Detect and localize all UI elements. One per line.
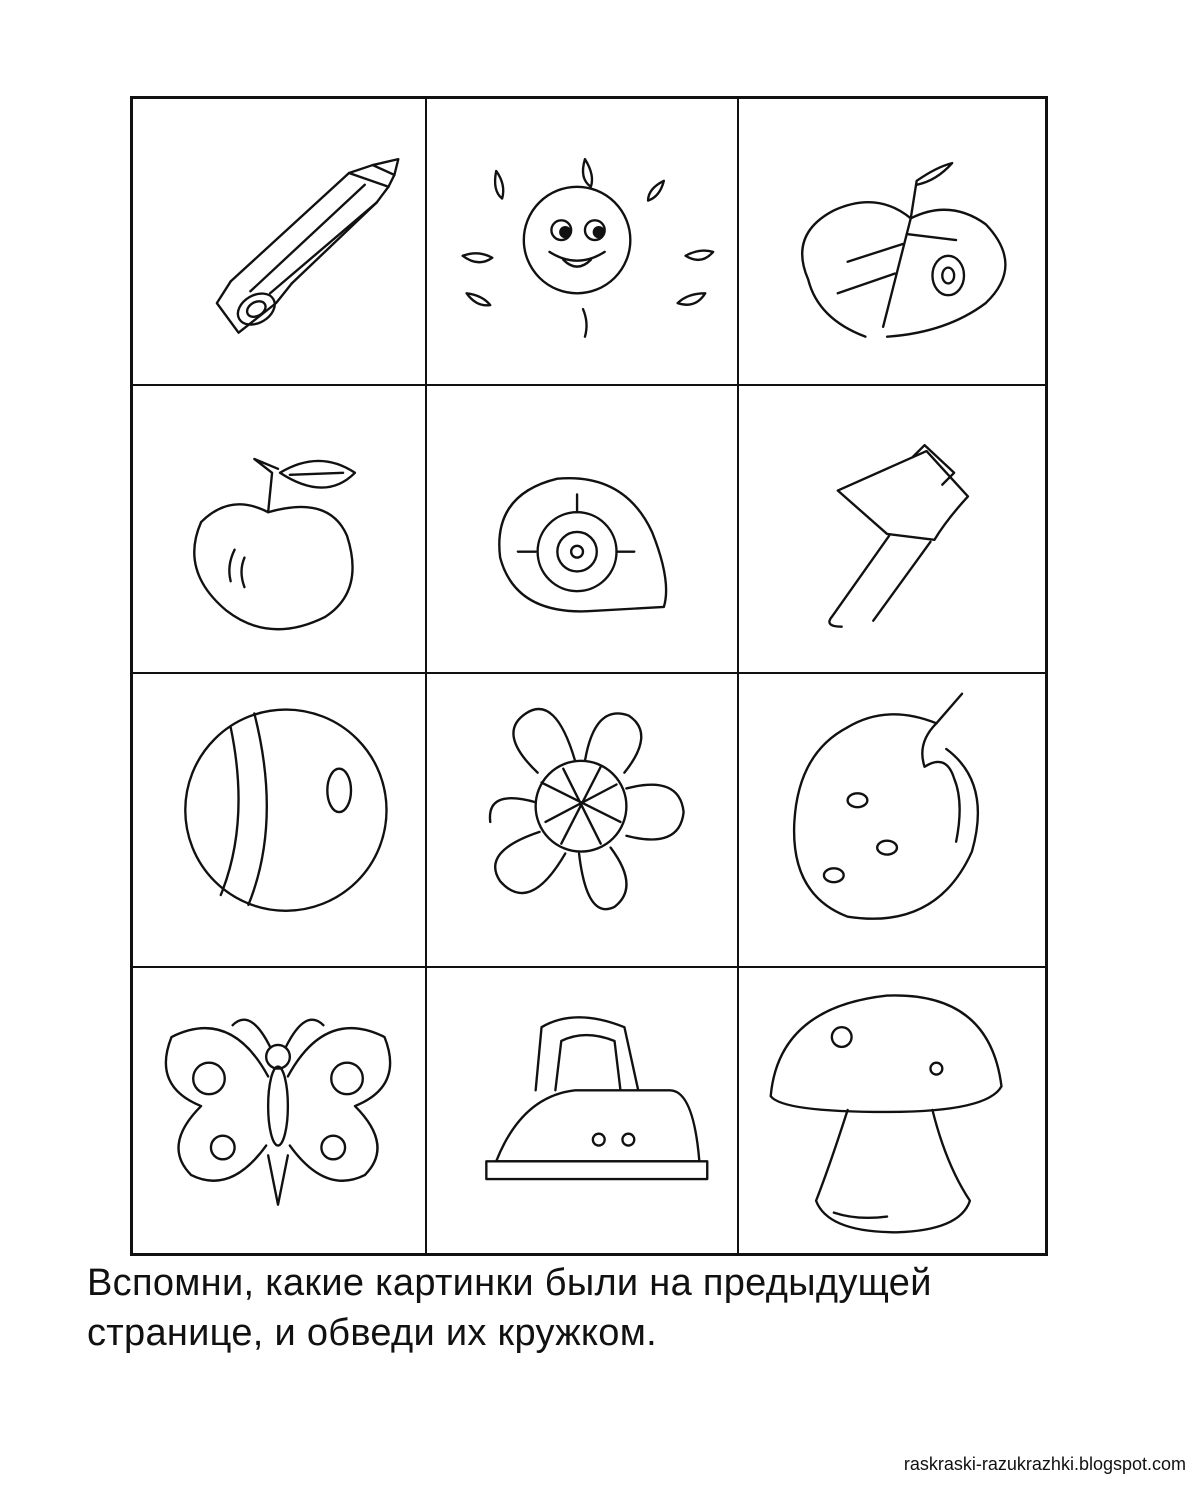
grid-cell-ball — [130, 672, 427, 968]
grid-cell-pencil — [130, 96, 427, 386]
grid-cell-iron — [425, 966, 739, 1256]
grid-cell-butterfly — [130, 966, 427, 1256]
ball-icon — [132, 674, 425, 966]
strawberry-icon — [739, 674, 1046, 966]
source-watermark: raskraski-razukrazhki.blogspot.com — [903, 1454, 1186, 1474]
grid-cell-strawberry — [737, 672, 1048, 968]
pencil-icon — [132, 98, 425, 384]
instruction-line-1: Вспомни, какие картинки были на предыдущей — [87, 1262, 932, 1304]
flower-icon — [427, 674, 737, 966]
grid-cell-apple — [130, 384, 427, 674]
grid-cell-leaf — [737, 96, 1048, 386]
mushroom-icon — [739, 968, 1046, 1254]
snail-shell-icon — [427, 386, 737, 672]
butterfly-icon — [132, 968, 425, 1254]
grid-cell-shell — [425, 384, 739, 674]
iron-icon — [427, 968, 737, 1254]
instruction-text — [87, 1258, 1137, 1358]
apple-icon — [132, 386, 425, 672]
grid-cell-mushroom — [737, 966, 1048, 1256]
grid-cell-hammer — [737, 384, 1048, 674]
leaf-icon — [739, 98, 1046, 384]
grid-cell-flower — [425, 672, 739, 968]
instruction-line-2: странице, и обведи их кружком. — [87, 1312, 658, 1354]
hammer-icon — [739, 386, 1046, 672]
grid-cell-sun — [425, 96, 739, 386]
sun-icon — [427, 98, 737, 384]
